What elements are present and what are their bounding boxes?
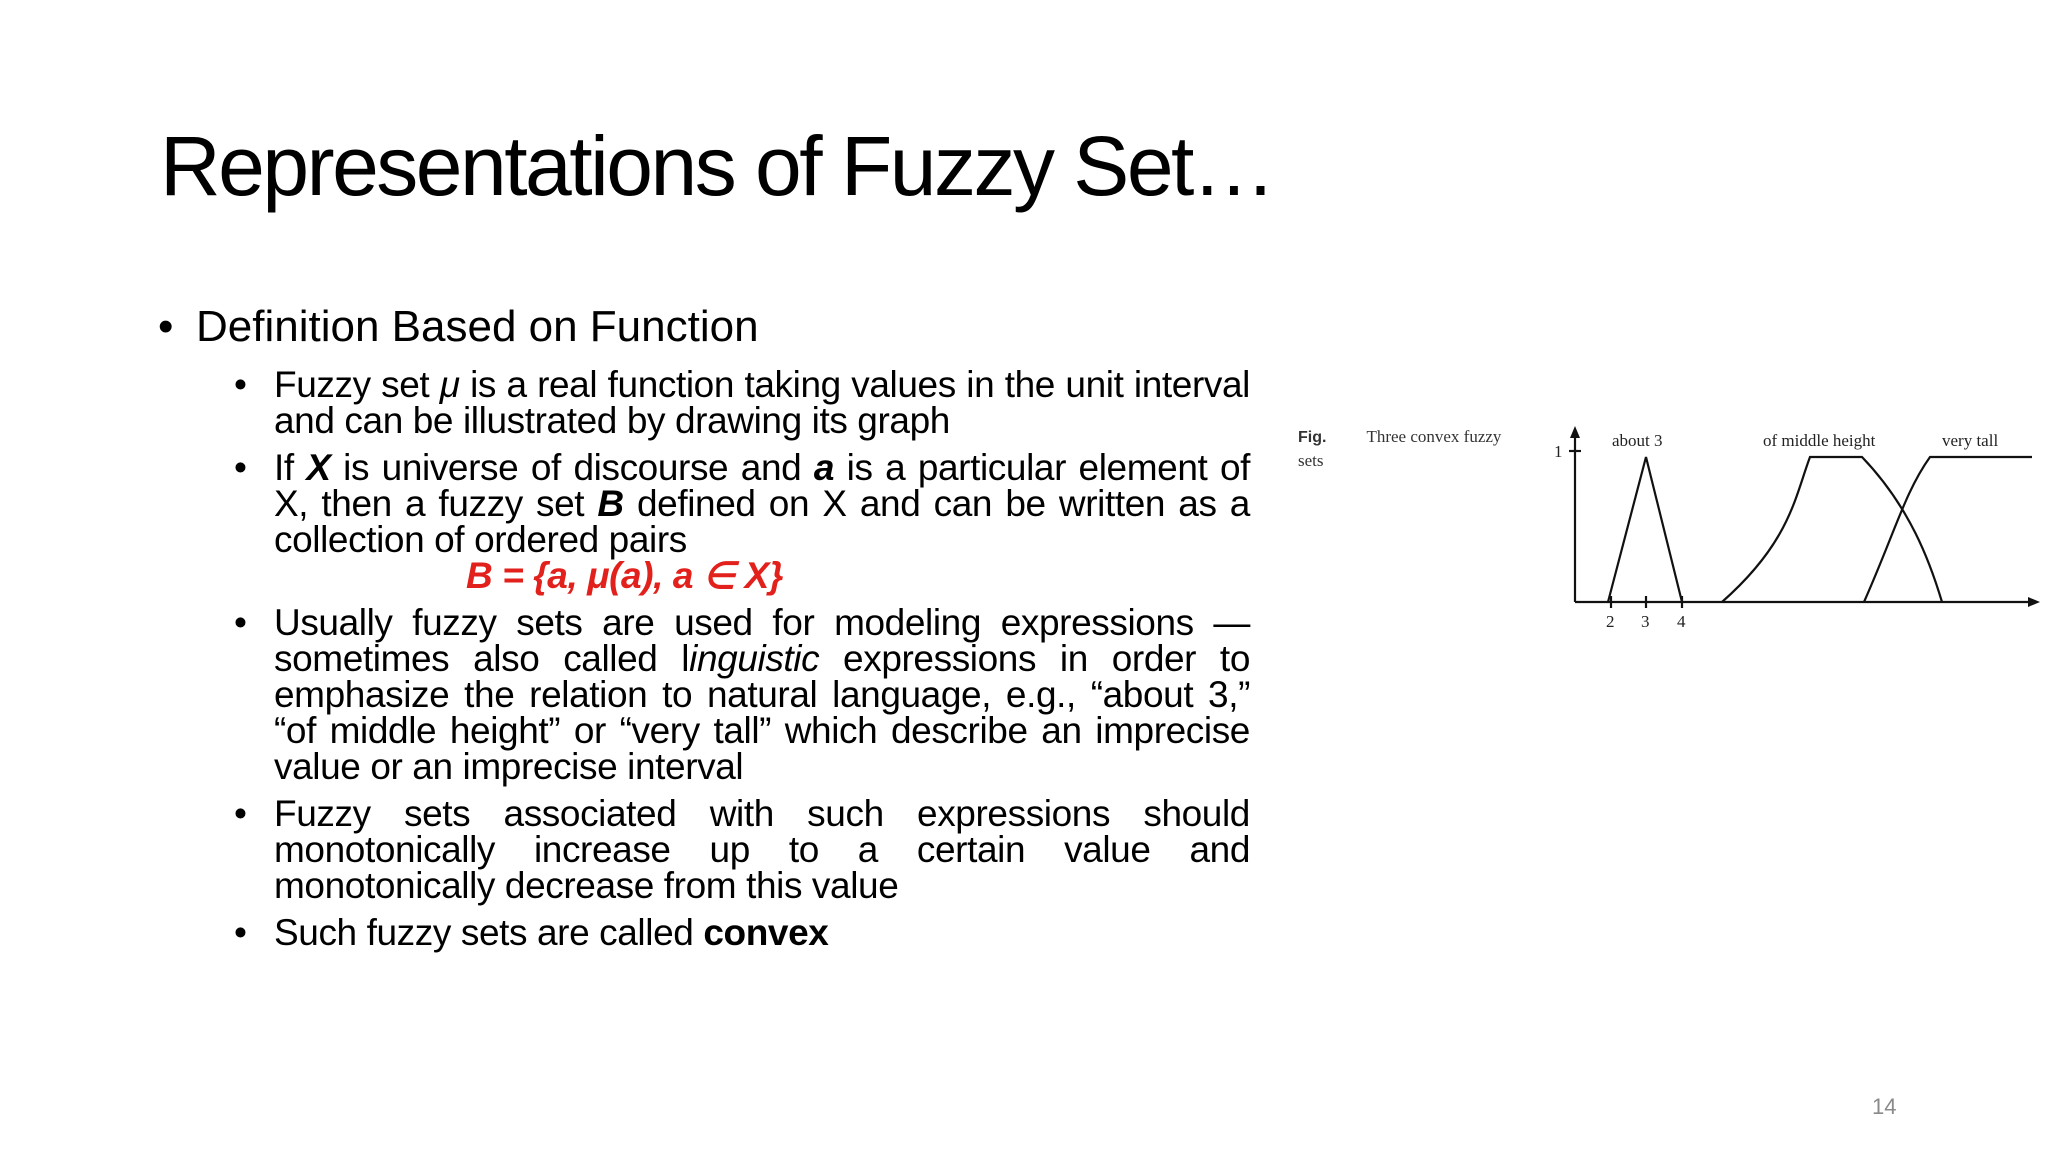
slide-title: Representations of Fuzzy Set… xyxy=(160,119,1274,213)
linguistic-word: inguistic xyxy=(689,638,820,679)
convex-word: convex xyxy=(703,912,829,953)
formula: B = {a, μ(a), a ∈ X} xyxy=(466,555,783,596)
x-arrow-icon xyxy=(2028,597,2040,607)
sub-bullet-3: • Usually fuzzy sets are used for modeling expressions — sometimes also called linguistic expressions in order to emphasize the relation to natural language, e.g., “about 3,” “of middle height” or “very tall” which describe an imprecise value or an imprecise interval xyxy=(234,605,1250,785)
set-label-very-tall: very tall xyxy=(1942,431,1999,450)
main-bullet xyxy=(158,302,759,352)
bullet-dot: • xyxy=(158,302,174,351)
x-tick-label: 2 xyxy=(1606,612,1615,631)
universe-symbol: X xyxy=(306,447,331,488)
set-label-middle-height: of middle height xyxy=(1763,431,1876,450)
y-arrow-icon xyxy=(1570,426,1580,438)
sub-bullet-list xyxy=(234,364,1251,962)
main-bullet-text: Definition Based on Function xyxy=(196,302,759,351)
figure-caption-label: Fig. xyxy=(1298,429,1327,446)
about-3-curve xyxy=(1608,457,1682,602)
sub-bullet-4: • Fuzzy sets associated with such expressions should monotonically increase up to a certain value and monotonically decrease from this value xyxy=(234,796,1250,904)
sub-bullet-5: • Such fuzzy sets are called convex xyxy=(234,915,1250,951)
element-symbol: a xyxy=(813,447,835,488)
middle-height-curve xyxy=(1722,457,1942,602)
set-symbol: B xyxy=(597,483,624,524)
figure-caption-text: Three convex fuzzy sets xyxy=(1298,427,1502,470)
mu-symbol: μ xyxy=(439,364,460,405)
sub-bullet-2: • If X is universe of discourse and a is a particular element of X, then a fuzzy set B defined on X and can be written as a collection of ordered pairs B = {a, μ(a), a ∈ X} xyxy=(234,450,1250,594)
sub-bullet-1: • Fuzzy set μ is a real function taking values in the unit interval and can be illustrated by drawing its graph xyxy=(234,367,1250,439)
page-number: 14 xyxy=(1872,1094,1897,1119)
set-label-about-3: about 3 xyxy=(1612,431,1663,450)
fuzzy-sets-figure xyxy=(1290,422,2048,642)
x-tick-label: 4 xyxy=(1677,612,1686,631)
very-tall-curve xyxy=(1864,457,2032,602)
y-tick-label: 1 xyxy=(1554,442,1563,461)
x-tick-label: 3 xyxy=(1641,612,1650,631)
